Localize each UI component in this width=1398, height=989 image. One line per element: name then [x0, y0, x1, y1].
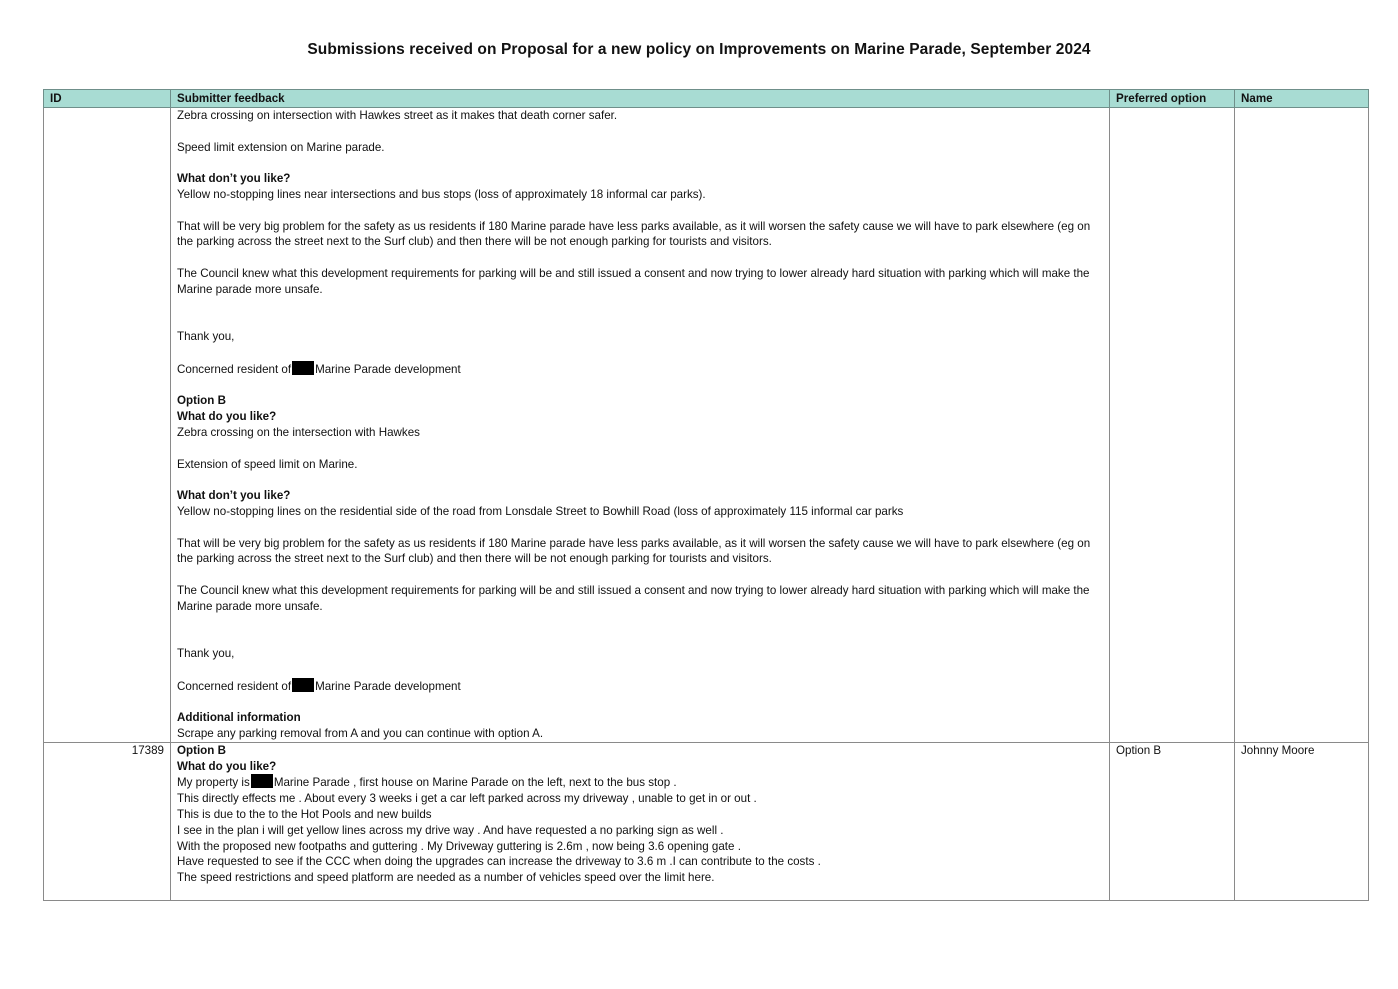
column-header-preferred-option: Preferred option: [1110, 90, 1235, 108]
feedback-heading: [177, 409, 1103, 425]
feedback-text: My property is: [177, 776, 250, 790]
feedback-heading: [177, 710, 1103, 726]
table-header-row: [44, 90, 1369, 108]
feedback-line: Extension of speed limit on Marine.: [177, 457, 358, 471]
feedback-line: This is due to the to the Hot Pools and new builds: [177, 808, 432, 822]
feedback-heading: [177, 393, 1103, 409]
feedback-text: Marine Parade , first house on Marine Parade on the left, next to the bus stop .: [273, 776, 677, 790]
feedback-line: I see in the plan i will get yellow lines across my drive way . And have requested a no parking sign as well .: [177, 823, 724, 837]
feedback-line: The Council knew what this development requirements for parking will be and still issued a consent and now trying to lower already hard situation with parking which will make the Marine parade more unsafe.: [177, 266, 1090, 296]
feedback-line: Yellow no-stopping lines near intersections and bus stops (loss of approximately 18 informal car parks).: [177, 187, 706, 201]
submitter-name: [1235, 108, 1369, 743]
feedback-line: Yellow no-stopping lines on the residential side of the road from Lonsdale Street to Bowhill Road (loss of approximately 115 informal car parks: [177, 504, 904, 518]
feedback-line: Zebra crossing on intersection with Hawkes street as it makes that death corner safer.: [177, 109, 618, 122]
feedback-text: Concerned resident of: [177, 679, 292, 693]
table-row: [44, 742, 1369, 900]
feedback-line: The speed restrictions and speed platform are needed as a number of vehicles speed over the limit here.: [177, 871, 715, 885]
feedback-text: Marine Parade development: [315, 679, 461, 693]
feedback-line: Have requested to see if the CCC when doing the upgrades can increase the driveway to 3.6 m .I can contribute to the costs .: [177, 855, 821, 869]
redaction-block: [292, 678, 314, 692]
feedback-heading-text: What don’t you like?: [177, 172, 291, 186]
feedback-heading: [177, 171, 1103, 187]
feedback-heading-text: What do you like?: [177, 410, 277, 424]
feedback-line: Thank you,: [177, 647, 235, 661]
feedback-line: This directly effects me . About every 3 weeks i get a car left parked across my driveway , unable to get in or out .: [177, 792, 757, 806]
redaction-block: [251, 774, 273, 788]
feedback-line: That will be very big problem for the safety as us residents if 180 Marine parade have less parks available, as it will worsen the safety cause we will have to park elsewhere (eg on the parking across the street next to the Surf club) and then there will be not enough parking for tourists and visitors.: [177, 219, 1091, 249]
submitter-feedback: [171, 108, 1110, 743]
feedback-heading: [177, 759, 1103, 775]
feedback-line: Scrape any parking removal from A and you can continue with option A.: [177, 727, 544, 741]
feedback-line: That will be very big problem for the safety as us residents if 180 Marine parade have less parks available, as it will worsen the safety cause we will have to park elsewhere (eg on the parking across the street next to the Surf club) and then there will be not enough parking for tourists and visitors.: [177, 536, 1091, 566]
feedback-heading: [177, 488, 1103, 504]
feedback-heading-text: What don’t you like?: [177, 489, 291, 503]
feedback-text: Concerned resident of: [177, 362, 292, 376]
table-row: [44, 108, 1369, 743]
submission-id: [44, 108, 171, 743]
feedback-text: Marine Parade development: [315, 362, 461, 376]
feedback-heading-text: What do you like?: [177, 759, 277, 773]
page-title: Submissions received on Proposal for a new policy on Improvements on Marine Parade, September 2024: [307, 41, 1091, 58]
submissions-table: [43, 89, 1369, 901]
feedback-line: [177, 361, 1103, 378]
redaction-block: [292, 361, 314, 375]
feedback-line: Speed limit extension on Marine parade.: [177, 140, 385, 154]
submitter-name: Johnny Moore: [1235, 742, 1369, 900]
feedback-heading-text: Additional information: [177, 711, 301, 725]
feedback-heading-text: Option B: [177, 743, 226, 757]
submitter-feedback: [171, 742, 1110, 900]
preferred-option: [1110, 108, 1235, 743]
submission-id: 17389: [44, 742, 171, 900]
column-header-name: Name: [1235, 90, 1369, 108]
feedback-line: [177, 678, 1103, 695]
feedback-line: Thank you,: [177, 330, 235, 344]
feedback-line: With the proposed new footpaths and guttering . My Driveway guttering is 2.6m , now being 3.6 opening gate .: [177, 839, 741, 853]
feedback-line: Zebra crossing on the intersection with Hawkes: [177, 425, 420, 439]
feedback-heading-text: Option B: [177, 394, 226, 408]
column-header-feedback: Submitter feedback: [171, 90, 1110, 108]
feedback-line: [177, 774, 1103, 791]
feedback-heading: [177, 743, 1103, 759]
feedback-line: The Council knew what this development requirements for parking will be and still issued a consent and now trying to lower already hard situation with parking which will make the Marine parade more unsafe.: [177, 583, 1090, 613]
column-header-id: ID: [44, 90, 171, 108]
preferred-option: Option B: [1110, 742, 1235, 900]
